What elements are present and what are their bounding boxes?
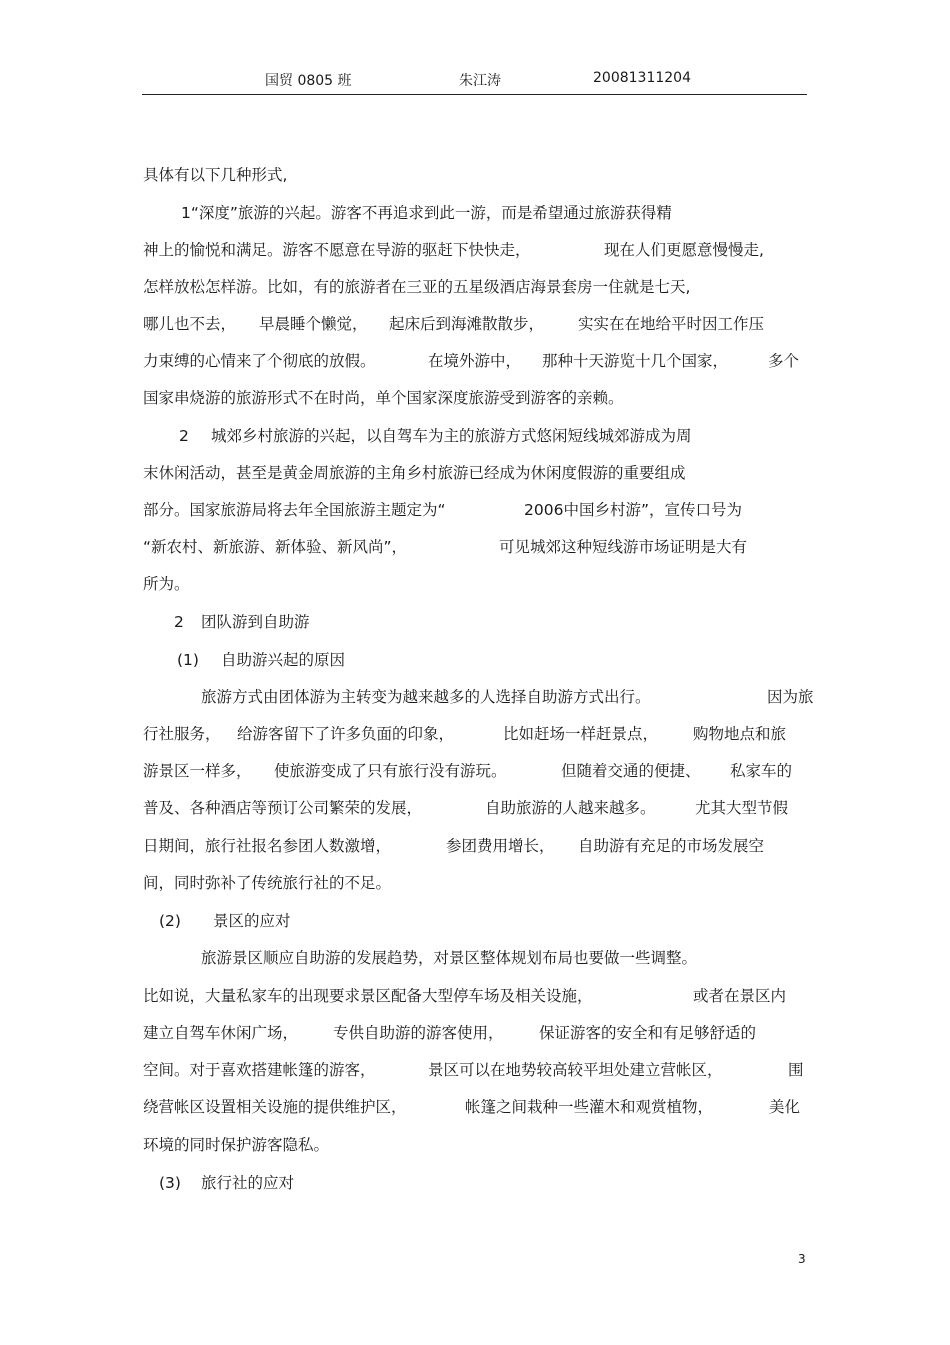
text-line: 普及、各种酒店等预订公司繁荣的发展， 自助旅游的人越来越多。 尤其大型节假 [143,799,789,817]
text-line: 环境的同时保护游客隐私。 [143,1136,330,1154]
header-student-id: 20081311204 [593,70,691,86]
text-line: 游景区一样多， 使旅游变成了只有旅行没有游玩。 但随着交通的便捷、 私家车的 [143,762,793,780]
text-line: 哪儿也不去， 早晨睡个懒觉， 起床后到海滩散散步， 实实在在地给平时因工作压 [143,315,765,333]
text-line: 部分。国家旅游局将去年全国旅游主题定为“ 2006中国乡村游”，宣传口号为 [143,501,742,519]
text-line: 旅游方式由团体游为主转变为越来越多的人选择自助游方式出行。 因为旅 [201,688,814,706]
page-header [0,70,950,90]
text-line: 绕营帐区设置相关设施的提供维护区， 帐篷之间栽种一些灌木和观赏植物， 美化 [143,1098,801,1116]
text-line: 怎样放松怎样游。比如，有的旅游者在三亚的五星级酒店海景套房一住就是七天, [143,278,691,296]
text-line: 国家串烧游的旅游形式不在时尚，单个国家深度旅游受到游客的亲赖。 [143,389,624,407]
header-class: 国贸 0805 班 [265,73,352,89]
text-line: (3) 旅行社的应对 [159,1174,295,1192]
text-line: 行社服务， 给游客留下了许多负面的印象， 比如赶场一样赶景点， 购物地点和旅 [143,725,787,743]
text-line: 2 团队游到自助游 [174,613,310,631]
text-line: 比如说，大量私家车的出现要求景区配备大型停车场及相关设施， 或者在景区内 [143,987,787,1005]
text-line: 2 城郊乡村旅游的兴起，以自驾车为主的旅游方式悠闲短线城郊游成为周 [179,427,692,445]
text-line: 空间。对于喜欢搭建帐篷的游客， 景区可以在地势较高较平坦处建立营帐区， 围 [143,1061,804,1079]
text-line: 旅游景区顺应自助游的发展趋势，对景区整体规划布局也要做一些调整。 [201,949,698,967]
text-line: 间，同时弥补了传统旅行社的不足。 [143,874,392,892]
text-line: (1) 自助游兴起的原因 [177,651,346,669]
text-line: 1“深度”旅游的兴起。游客不再追求到此一游，而是希望通过旅游获得精 [181,204,672,222]
text-line: 神上的愉悦和满足。游客不愿意在导游的驱赶下快快走， 现在人们更愿意慢慢走, [143,241,764,259]
header-rule [142,94,807,95]
text-line: 日期间，旅行社报名参团人数激增， 参团费用增长， 自助游有充足的市场发展空 [143,837,765,855]
header-name: 朱江涛 [459,73,501,89]
text-line: 所为。 [143,575,190,593]
text-line: 力束缚的心情来了个彻底的放假。 在境外游中， 那种十天游览十几个国家， 多个 [143,352,800,370]
text-line: 具体有以下几种形式, [143,166,288,184]
text-line: (2) 景区的应对 [159,912,291,930]
text-line: “新农村、新旅游、新体验、新风尚”， 可见城郊这种短线游市场证明是大有 [143,538,748,556]
page-number: 3 [798,1252,806,1266]
text-line: 末休闲活动，甚至是黄金周旅游的主角乡村旅游已经成为休闲度假游的重要组成 [143,464,686,482]
text-line: 建立自驾车休闲广场， 专供自助游的游客使用， 保证游客的安全和有足够舒适的 [143,1024,757,1042]
